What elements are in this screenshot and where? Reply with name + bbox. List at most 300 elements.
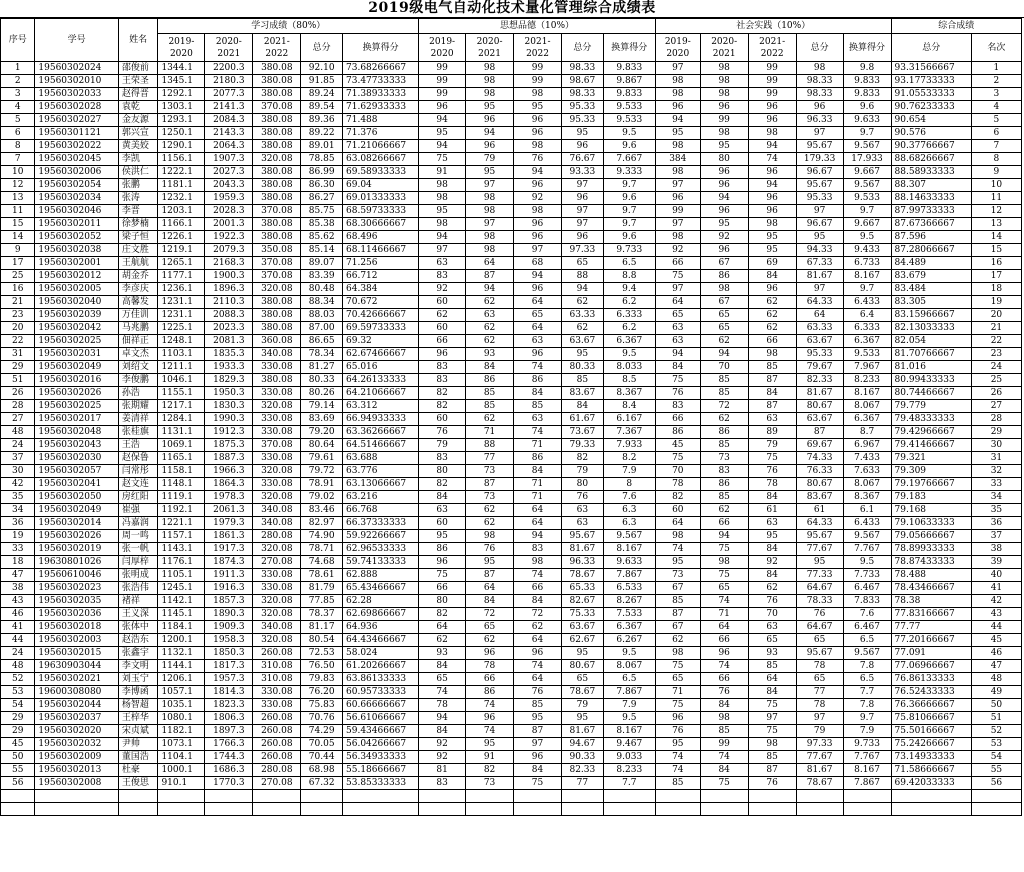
- cell-final-total[interactable]: 79.10633333: [891, 517, 971, 530]
- cell-practice-total[interactable]: 95.33: [796, 192, 843, 205]
- cell-student-id[interactable]: 19560302017: [35, 413, 118, 426]
- cell-practice-y2[interactable]: 74: [700, 595, 748, 608]
- cell-rank[interactable]: 2: [971, 75, 1021, 88]
- cell-moral-converted[interactable]: 6.5: [603, 673, 655, 686]
- cell-rank[interactable]: 28: [971, 413, 1021, 426]
- cell-moral-y2[interactable]: 85: [466, 400, 514, 413]
- cell-study-converted[interactable]: 64.43466667: [343, 634, 419, 647]
- cell-study-y2[interactable]: 2077.3: [205, 88, 253, 101]
- cell-moral-converted[interactable]: 9.533: [603, 101, 655, 114]
- cell-rank[interactable]: 21: [971, 322, 1021, 335]
- cell-study-y2[interactable]: 2180.3: [205, 75, 253, 88]
- cell-study-y1[interactable]: 1236.1: [158, 283, 205, 296]
- cell-rank[interactable]: 51: [971, 712, 1021, 725]
- cell-practice-converted[interactable]: 7.433: [843, 452, 891, 465]
- cell-rank[interactable]: 38: [971, 543, 1021, 556]
- cell-study-y2[interactable]: 1959.3: [205, 192, 253, 205]
- cell-practice-converted[interactable]: 9.433: [843, 244, 891, 257]
- cell-moral-y2[interactable]: 73: [466, 491, 514, 504]
- cell-name[interactable]: 佃祥正: [118, 335, 158, 348]
- cell-study-total[interactable]: 81.27: [301, 361, 343, 374]
- cell-study-converted[interactable]: 73.68266667: [343, 62, 419, 75]
- cell-moral-y3[interactable]: 83: [514, 543, 562, 556]
- cell-moral-total[interactable]: 63.33: [562, 309, 604, 322]
- cell-moral-total[interactable]: 97.33: [562, 244, 604, 257]
- cell-practice-converted[interactable]: 6.367: [843, 413, 891, 426]
- cell-practice-converted[interactable]: 7.6: [843, 608, 891, 621]
- cell-moral-y1[interactable]: 75: [419, 569, 466, 582]
- cell-practice-y2[interactable]: 62: [700, 413, 748, 426]
- header-converted[interactable]: 换算得分: [843, 34, 891, 62]
- cell-moral-y1[interactable]: 94: [419, 231, 466, 244]
- cell-practice-y1[interactable]: 82: [655, 491, 700, 504]
- cell-rank[interactable]: 33: [971, 478, 1021, 491]
- cell-moral-total[interactable]: 78.67: [562, 569, 604, 582]
- cell-final-total[interactable]: 83.484: [891, 283, 971, 296]
- cell-rank[interactable]: 39: [971, 556, 1021, 569]
- cell-seq[interactable]: 9: [1, 244, 35, 257]
- cell-student-id[interactable]: 19560302003: [35, 634, 118, 647]
- cell-student-id[interactable]: 19560302023: [35, 582, 118, 595]
- cell-practice-converted[interactable]: 9.633: [843, 114, 891, 127]
- cell-study-total[interactable]: 81.17: [301, 621, 343, 634]
- cell-study-converted[interactable]: 64.51466667: [343, 439, 419, 452]
- cell-moral-y1[interactable]: 62: [419, 309, 466, 322]
- cell-seq[interactable]: 26: [1, 387, 35, 400]
- cell-name[interactable]: 侯洪仁: [118, 166, 158, 179]
- cell-study-total[interactable]: 72.53: [301, 647, 343, 660]
- cell-final-total[interactable]: 79.779: [891, 400, 971, 413]
- cell-practice-y2[interactable]: 74: [700, 751, 748, 764]
- cell-rank[interactable]: 42: [971, 595, 1021, 608]
- cell-moral-y3[interactable]: 63: [514, 413, 562, 426]
- cell-practice-y3[interactable]: 97: [748, 712, 796, 725]
- cell-study-total[interactable]: 91.85: [301, 75, 343, 88]
- cell-moral-y2[interactable]: 98: [466, 231, 514, 244]
- cell-moral-total[interactable]: 83.67: [562, 387, 604, 400]
- cell-study-y1[interactable]: 1250.1: [158, 127, 205, 140]
- cell-study-converted[interactable]: 66.768: [343, 504, 419, 517]
- cell-moral-y2[interactable]: 91: [466, 751, 514, 764]
- cell-practice-y2[interactable]: 94: [700, 192, 748, 205]
- cell-practice-total[interactable]: 77.67: [796, 751, 843, 764]
- cell-moral-total[interactable]: 97: [562, 218, 604, 231]
- cell-moral-y1[interactable]: 95: [419, 127, 466, 140]
- cell-study-converted[interactable]: 71.256: [343, 257, 419, 270]
- cell-practice-y1[interactable]: 70: [655, 465, 700, 478]
- cell-seq[interactable]: 11: [1, 205, 35, 218]
- cell-study-converted[interactable]: 60.95733333: [343, 686, 419, 699]
- cell-practice-y3[interactable]: 85: [748, 660, 796, 673]
- cell-name[interactable]: 孙浩: [118, 387, 158, 400]
- cell-study-converted[interactable]: 66.94933333: [343, 413, 419, 426]
- cell-name[interactable]: 王航航: [118, 257, 158, 270]
- cell-moral-y1[interactable]: 83: [419, 777, 466, 790]
- cell-moral-y3[interactable]: 97: [514, 244, 562, 257]
- cell-moral-y3[interactable]: 68: [514, 257, 562, 270]
- header-final-total[interactable]: 总分: [891, 34, 971, 62]
- cell-moral-y3[interactable]: 84: [514, 387, 562, 400]
- cell-study-converted[interactable]: 71.21066667: [343, 140, 419, 153]
- cell-rank[interactable]: 9: [971, 166, 1021, 179]
- cell-moral-y1[interactable]: 99: [419, 62, 466, 75]
- cell-study-y3[interactable]: 380.08: [253, 75, 301, 88]
- cell-study-total[interactable]: 78.34: [301, 348, 343, 361]
- cell-study-converted[interactable]: 62.888: [343, 569, 419, 582]
- cell-moral-y2[interactable]: 93: [466, 348, 514, 361]
- cell-rank[interactable]: 29: [971, 426, 1021, 439]
- header-name[interactable]: 姓名: [118, 19, 158, 62]
- cell-rank[interactable]: 53: [971, 738, 1021, 751]
- cell-moral-total[interactable]: 95: [562, 127, 604, 140]
- cell-practice-total[interactable]: 81.67: [796, 387, 843, 400]
- cell-moral-converted[interactable]: 9.6: [603, 192, 655, 205]
- cell-study-y1[interactable]: 1290.1: [158, 140, 205, 153]
- cell-moral-total[interactable]: 82.67: [562, 595, 604, 608]
- cell-student-id[interactable]: 19560302005: [35, 283, 118, 296]
- cell-study-total[interactable]: 74.29: [301, 725, 343, 738]
- cell-seq[interactable]: 16: [1, 283, 35, 296]
- cell-practice-y1[interactable]: 97: [655, 62, 700, 75]
- cell-practice-y2[interactable]: 72: [700, 400, 748, 413]
- cell-moral-y3[interactable]: 87: [514, 725, 562, 738]
- cell-moral-total[interactable]: 93.33: [562, 166, 604, 179]
- cell-name[interactable]: 张期耀: [118, 400, 158, 413]
- cell-practice-y1[interactable]: 97: [655, 283, 700, 296]
- cell-final-total[interactable]: 79.05666667: [891, 530, 971, 543]
- cell-study-y3[interactable]: 330.08: [253, 699, 301, 712]
- cell-moral-y2[interactable]: 94: [466, 283, 514, 296]
- cell-rank[interactable]: 5: [971, 114, 1021, 127]
- cell-practice-y2[interactable]: 66: [700, 517, 748, 530]
- cell-study-y1[interactable]: 1157.1: [158, 530, 205, 543]
- cell-study-total[interactable]: 85.75: [301, 205, 343, 218]
- cell-practice-y3[interactable]: 79: [748, 439, 796, 452]
- cell-name[interactable]: 黄美姣: [118, 140, 158, 153]
- cell-seq[interactable]: 29: [1, 712, 35, 725]
- cell-moral-y1[interactable]: 82: [419, 400, 466, 413]
- cell-rank[interactable]: 12: [971, 205, 1021, 218]
- cell-practice-total[interactable]: 95.67: [796, 140, 843, 153]
- cell-final-total[interactable]: 73.14933333: [891, 751, 971, 764]
- cell-final-total[interactable]: 90.576: [891, 127, 971, 140]
- cell-study-total[interactable]: 79.20: [301, 426, 343, 439]
- cell-moral-y2[interactable]: 96: [466, 140, 514, 153]
- cell-moral-converted[interactable]: 9.4: [603, 283, 655, 296]
- cell-practice-converted[interactable]: 9.533: [843, 348, 891, 361]
- cell-moral-y2[interactable]: 86: [466, 374, 514, 387]
- cell-study-y3[interactable]: 340.08: [253, 348, 301, 361]
- cell-moral-y1[interactable]: 75: [419, 153, 466, 166]
- cell-study-y3[interactable]: 350.08: [253, 244, 301, 257]
- cell-study-y3[interactable]: 320.08: [253, 400, 301, 413]
- cell-study-y3[interactable]: 280.08: [253, 764, 301, 777]
- cell-study-total[interactable]: 89.07: [301, 257, 343, 270]
- cell-study-converted[interactable]: 62.96533333: [343, 543, 419, 556]
- cell-study-total[interactable]: 88.03: [301, 309, 343, 322]
- cell-study-y1[interactable]: 1231.1: [158, 296, 205, 309]
- cell-student-id[interactable]: 19560302052: [35, 231, 118, 244]
- cell-practice-y1[interactable]: 98: [655, 647, 700, 660]
- cell-student-id[interactable]: 19560302011: [35, 218, 118, 231]
- cell-name[interactable]: 李凯: [118, 153, 158, 166]
- cell-study-converted[interactable]: 55.18666667: [343, 764, 419, 777]
- cell-study-y3[interactable]: 260.08: [253, 738, 301, 751]
- cell-name[interactable]: 崔强: [118, 504, 158, 517]
- cell-moral-y3[interactable]: 84: [514, 764, 562, 777]
- cell-study-y1[interactable]: 1219.1: [158, 244, 205, 257]
- cell-study-y3[interactable]: 380.08: [253, 374, 301, 387]
- cell-study-y3[interactable]: 380.08: [253, 127, 301, 140]
- cell-rank[interactable]: 7: [971, 140, 1021, 153]
- cell-seq[interactable]: 8: [1, 140, 35, 153]
- cell-practice-y2[interactable]: 70: [700, 361, 748, 374]
- cell-practice-y2[interactable]: 95: [700, 140, 748, 153]
- cell-practice-converted[interactable]: 9.667: [843, 218, 891, 231]
- cell-name[interactable]: 张明成: [118, 569, 158, 582]
- cell-study-converted[interactable]: 70.42666667: [343, 309, 419, 322]
- cell-student-id[interactable]: 19560610046: [35, 569, 118, 582]
- cell-practice-total[interactable]: 95.67: [796, 179, 843, 192]
- cell-practice-total[interactable]: 77.67: [796, 543, 843, 556]
- cell-moral-y2[interactable]: 94: [466, 127, 514, 140]
- cell-study-converted[interactable]: 68.496: [343, 231, 419, 244]
- header-year-3[interactable]: 2021- 2022: [253, 34, 301, 62]
- cell-moral-converted[interactable]: 7.933: [603, 439, 655, 452]
- cell-seq[interactable]: 22: [1, 335, 35, 348]
- cell-moral-total[interactable]: 96: [562, 192, 604, 205]
- cell-study-converted[interactable]: 61.20266667: [343, 660, 419, 673]
- cell-seq[interactable]: 52: [1, 673, 35, 686]
- cell-study-y2[interactable]: 1897.3: [205, 725, 253, 738]
- cell-study-total[interactable]: 87.00: [301, 322, 343, 335]
- cell-practice-total[interactable]: 78.67: [796, 777, 843, 790]
- cell-moral-y1[interactable]: 95: [419, 205, 466, 218]
- cell-name[interactable]: 房红阳: [118, 491, 158, 504]
- cell-study-total[interactable]: 70.44: [301, 751, 343, 764]
- cell-study-total[interactable]: 80.33: [301, 374, 343, 387]
- cell-moral-y2[interactable]: 84: [466, 595, 514, 608]
- cell-practice-total[interactable]: 74.33: [796, 452, 843, 465]
- cell-moral-y2[interactable]: 84: [466, 361, 514, 374]
- cell-study-converted[interactable]: 62.28: [343, 595, 419, 608]
- cell-study-y2[interactable]: 1875.3: [205, 439, 253, 452]
- cell-study-y1[interactable]: 1206.1: [158, 673, 205, 686]
- cell-moral-total[interactable]: 65: [562, 257, 604, 270]
- cell-name[interactable]: 宋贞斌: [118, 725, 158, 738]
- cell-student-id[interactable]: 19560302041: [35, 478, 118, 491]
- cell-study-total[interactable]: 85.38: [301, 218, 343, 231]
- cell-study-y2[interactable]: 1874.3: [205, 556, 253, 569]
- cell-moral-converted[interactable]: 9.467: [603, 738, 655, 751]
- cell-rank[interactable]: 32: [971, 465, 1021, 478]
- cell-final-total[interactable]: 83.679: [891, 270, 971, 283]
- header-student-id[interactable]: 学号: [35, 19, 118, 62]
- cell-moral-total[interactable]: 94.67: [562, 738, 604, 751]
- cell-moral-total[interactable]: 98.67: [562, 75, 604, 88]
- cell-study-y1[interactable]: 1184.1: [158, 621, 205, 634]
- cell-moral-y1[interactable]: 74: [419, 686, 466, 699]
- cell-name[interactable]: 王义深: [118, 608, 158, 621]
- cell-rank[interactable]: 55: [971, 764, 1021, 777]
- cell-practice-y3[interactable]: 96: [748, 205, 796, 218]
- cell-practice-y1[interactable]: 98: [655, 166, 700, 179]
- cell-seq[interactable]: 13: [1, 192, 35, 205]
- cell-rank[interactable]: 54: [971, 751, 1021, 764]
- cell-practice-y3[interactable]: 62: [748, 309, 796, 322]
- cell-study-y3[interactable]: 260.08: [253, 712, 301, 725]
- cell-practice-y3[interactable]: 62: [748, 582, 796, 595]
- cell-practice-y1[interactable]: 99: [655, 205, 700, 218]
- cell-final-total[interactable]: 77.77: [891, 621, 971, 634]
- cell-moral-y1[interactable]: 84: [419, 660, 466, 673]
- cell-name[interactable]: 李彦庆: [118, 283, 158, 296]
- cell-seq[interactable]: 33: [1, 543, 35, 556]
- cell-study-total[interactable]: 79.14: [301, 400, 343, 413]
- cell-practice-y1[interactable]: 96: [655, 192, 700, 205]
- cell-rank[interactable]: 35: [971, 504, 1021, 517]
- cell-practice-y3[interactable]: 98: [748, 348, 796, 361]
- cell-practice-total[interactable]: 63.67: [796, 335, 843, 348]
- cell-study-converted[interactable]: 71.488: [343, 114, 419, 127]
- cell-moral-y3[interactable]: 63: [514, 335, 562, 348]
- cell-study-total[interactable]: 80.48: [301, 283, 343, 296]
- cell-study-total[interactable]: 70.76: [301, 712, 343, 725]
- header-total[interactable]: 总分: [301, 34, 343, 62]
- cell-moral-y3[interactable]: 99: [514, 75, 562, 88]
- cell-seq[interactable]: 46: [1, 608, 35, 621]
- cell-practice-y3[interactable]: 76: [748, 595, 796, 608]
- cell-study-y2[interactable]: 1861.3: [205, 530, 253, 543]
- cell-final-total[interactable]: 79.42966667: [891, 426, 971, 439]
- cell-study-total[interactable]: 81.79: [301, 582, 343, 595]
- cell-practice-y3[interactable]: 64: [748, 673, 796, 686]
- cell-practice-converted[interactable]: 9.6: [843, 101, 891, 114]
- cell-study-total[interactable]: 78.37: [301, 608, 343, 621]
- cell-moral-total[interactable]: 98.33: [562, 62, 604, 75]
- cell-final-total[interactable]: 75.50166667: [891, 725, 971, 738]
- cell-final-total[interactable]: 79.309: [891, 465, 971, 478]
- cell-study-total[interactable]: 78.71: [301, 543, 343, 556]
- cell-study-y3[interactable]: 360.08: [253, 335, 301, 348]
- cell-study-y3[interactable]: 260.08: [253, 647, 301, 660]
- cell-moral-y3[interactable]: 85: [514, 699, 562, 712]
- cell-student-id[interactable]: 19560302045: [35, 153, 118, 166]
- cell-moral-y2[interactable]: 96: [466, 647, 514, 660]
- cell-practice-y2[interactable]: 96: [700, 166, 748, 179]
- cell-practice-y3[interactable]: 63: [748, 517, 796, 530]
- cell-practice-total[interactable]: 77.33: [796, 569, 843, 582]
- cell-moral-converted[interactable]: 8.367: [603, 387, 655, 400]
- cell-seq[interactable]: 55: [1, 764, 35, 777]
- cell-practice-y1[interactable]: 73: [655, 569, 700, 582]
- cell-student-id[interactable]: 19560302034: [35, 192, 118, 205]
- cell-study-total[interactable]: 70.05: [301, 738, 343, 751]
- cell-practice-y2[interactable]: 75: [700, 543, 748, 556]
- cell-study-y3[interactable]: 330.08: [253, 426, 301, 439]
- cell-practice-converted[interactable]: 7.767: [843, 543, 891, 556]
- cell-final-total[interactable]: 90.37766667: [891, 140, 971, 153]
- cell-rank[interactable]: 44: [971, 621, 1021, 634]
- cell-practice-converted[interactable]: 9.533: [843, 192, 891, 205]
- cell-study-y1[interactable]: 1292.1: [158, 88, 205, 101]
- cell-study-y3[interactable]: 320.08: [253, 491, 301, 504]
- cell-practice-converted[interactable]: 8.067: [843, 400, 891, 413]
- cell-moral-y3[interactable]: 64: [514, 322, 562, 335]
- cell-rank[interactable]: 6: [971, 127, 1021, 140]
- cell-final-total[interactable]: 93.31566667: [891, 62, 971, 75]
- cell-practice-converted[interactable]: 6.1: [843, 504, 891, 517]
- cell-practice-converted[interactable]: 7.767: [843, 751, 891, 764]
- cell-practice-y3[interactable]: 96: [748, 283, 796, 296]
- cell-seq[interactable]: 7: [1, 153, 35, 166]
- header-study-group[interactable]: 学习成绩（80%）: [158, 19, 419, 34]
- cell-practice-y3[interactable]: 62: [748, 322, 796, 335]
- cell-practice-total[interactable]: 98.33: [796, 88, 843, 101]
- cell-practice-converted[interactable]: 8.167: [843, 270, 891, 283]
- cell-final-total[interactable]: 79.168: [891, 504, 971, 517]
- cell-study-y2[interactable]: 1830.3: [205, 400, 253, 413]
- cell-rank[interactable]: 27: [971, 400, 1021, 413]
- cell-final-total[interactable]: 93.17733333: [891, 75, 971, 88]
- cell-rank[interactable]: 15: [971, 244, 1021, 257]
- cell-moral-y1[interactable]: 93: [419, 647, 466, 660]
- cell-practice-converted[interactable]: 9.567: [843, 179, 891, 192]
- cell-study-y3[interactable]: 380.08: [253, 192, 301, 205]
- cell-seq[interactable]: 25: [1, 270, 35, 283]
- cell-moral-converted[interactable]: 9.733: [603, 244, 655, 257]
- cell-practice-converted[interactable]: 6.333: [843, 322, 891, 335]
- cell-moral-y2[interactable]: 77: [466, 452, 514, 465]
- cell-study-y1[interactable]: 1182.1: [158, 725, 205, 738]
- cell-study-y1[interactable]: 1156.1: [158, 153, 205, 166]
- cell-study-converted[interactable]: 69.58933333: [343, 166, 419, 179]
- header-year-2[interactable]: 2020- 2021: [205, 34, 253, 62]
- cell-study-y1[interactable]: 1265.1: [158, 257, 205, 270]
- cell-moral-converted[interactable]: 7.6: [603, 491, 655, 504]
- cell-study-total[interactable]: 83.69: [301, 413, 343, 426]
- cell-seq[interactable]: 10: [1, 166, 35, 179]
- cell-moral-y3[interactable]: 62: [514, 621, 562, 634]
- cell-practice-y3[interactable]: 75: [748, 699, 796, 712]
- cell-study-y2[interactable]: 1686.3: [205, 764, 253, 777]
- cell-moral-y2[interactable]: 98: [466, 62, 514, 75]
- cell-practice-y2[interactable]: 96: [700, 647, 748, 660]
- cell-rank[interactable]: 41: [971, 582, 1021, 595]
- cell-student-id[interactable]: 19560302026: [35, 387, 118, 400]
- cell-moral-y2[interactable]: 64: [466, 257, 514, 270]
- cell-study-y1[interactable]: 1046.1: [158, 374, 205, 387]
- cell-study-y3[interactable]: 320.08: [253, 153, 301, 166]
- cell-moral-y1[interactable]: 92: [419, 283, 466, 296]
- cell-moral-total[interactable]: 75.33: [562, 608, 604, 621]
- cell-practice-y1[interactable]: 96: [655, 712, 700, 725]
- cell-moral-total[interactable]: 78.67: [562, 686, 604, 699]
- cell-final-total[interactable]: 75.24266667: [891, 738, 971, 751]
- cell-moral-y1[interactable]: 66: [419, 582, 466, 595]
- cell-practice-y3[interactable]: 94: [748, 140, 796, 153]
- cell-practice-y3[interactable]: 95: [748, 231, 796, 244]
- cell-study-converted[interactable]: 64.26133333: [343, 374, 419, 387]
- cell-practice-y3[interactable]: 87: [748, 400, 796, 413]
- cell-moral-total[interactable]: 81.67: [562, 725, 604, 738]
- cell-final-total[interactable]: 77.091: [891, 647, 971, 660]
- cell-practice-converted[interactable]: 6.5: [843, 634, 891, 647]
- cell-moral-total[interactable]: 62: [562, 296, 604, 309]
- cell-moral-converted[interactable]: 9.033: [603, 751, 655, 764]
- cell-practice-y2[interactable]: 99: [700, 114, 748, 127]
- cell-name[interactable]: 张体中: [118, 621, 158, 634]
